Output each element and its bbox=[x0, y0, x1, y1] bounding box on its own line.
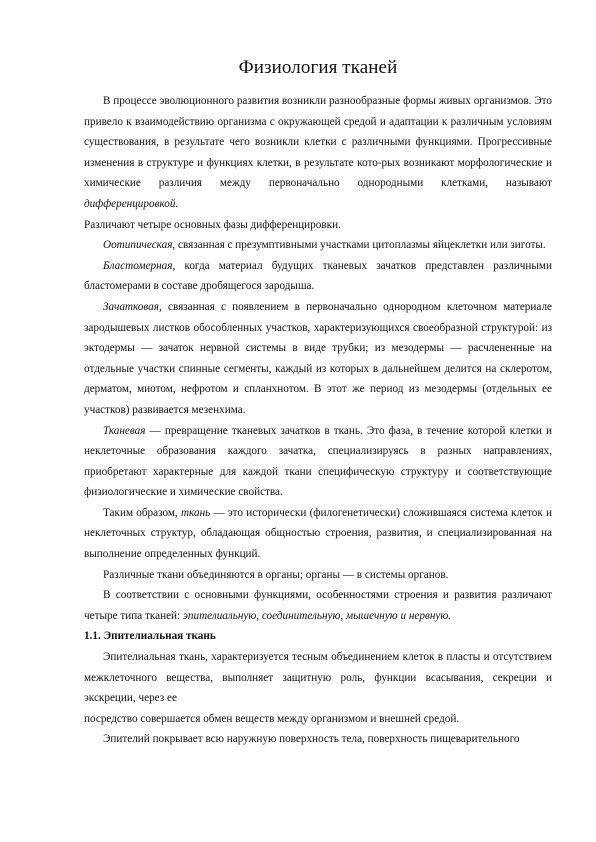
term-ootypic: Оотипическая, bbox=[103, 239, 176, 252]
term-tissue-types: эпителиальную, соединительную, мышечную и нервную. bbox=[182, 609, 452, 622]
paragraph-text: Таким образом, bbox=[103, 506, 181, 519]
paragraph-tissue-types bbox=[84, 585, 552, 626]
paragraph-ootypic bbox=[84, 235, 552, 256]
paragraph-organs: Различные ткани объединяются в органы; органы — в системы органов. bbox=[103, 568, 449, 581]
paragraph-tissue-phase bbox=[84, 421, 552, 503]
page-title: Физиология тканей bbox=[238, 57, 398, 78]
paragraph-text: когда материал будущих тканевых зачатков представлен различными бластомерами в составе дробящегося зародыша. bbox=[84, 259, 552, 293]
term-rudiment: Зачатковая, bbox=[103, 300, 162, 313]
paragraph-text: В процессе эволюционного развития возникли разнообразные формы живых организмов. Это привело к взаимодействию организма с окружающей средой и адаптации к различным условиям существования, в результате чего возникли клетки с различными функциями. Прогрессивные изменения в структуре и функциях клетки, в результате кото-рых возникают морфологические и химические различия между первоначально однородными клетками, называют bbox=[84, 95, 552, 190]
term-differentiation: дифференцировкой. bbox=[84, 197, 179, 210]
paragraph-text: связанная с презумптивными участками цитоплазмы яйцеклетки или зиготы. bbox=[175, 239, 546, 252]
paragraph-phases: Различают четыре основных фазы дифференцировки. bbox=[84, 218, 341, 231]
paragraph-blastomere bbox=[84, 256, 552, 297]
term-tissue-phase: Тканевая bbox=[103, 424, 146, 437]
paragraph-rudiment bbox=[84, 297, 552, 421]
paragraph-text: связанная с появлением в первоначально однородном клеточном материале зародышевых листков обособленных участков, характеризующихся своеобразной структурой: из эктодермы — зачаток нервной системы в виде трубки; из мезодермы — расчлененные на отдельные участки спинные сегменты, каждый из которых в дальнейшем делится на склеротом, дерматом, миотом, нефротом и спланхнотом. В этот же период из мезодермы (отдельных ее участков) развивается мезенхима. bbox=[84, 300, 552, 416]
paragraph-text: В соответствии с основными функциями, особенностями строения и развития различают четыре типа тканей: bbox=[84, 589, 552, 622]
section-heading: 1.1. Эпителиальная ткань bbox=[84, 630, 216, 643]
paragraph-text: — превращение тканевых зачатков в ткань. Это фаза, в течение которой клетки и неклеточные образования каждого зачатка, специализируясь в разных направлениях, приобретают характерные для каждой ткани специфическую структуру и соответствующие физиологические и химические свойства. bbox=[84, 424, 552, 499]
paragraph-intro bbox=[84, 91, 552, 215]
document-body bbox=[84, 91, 552, 750]
paragraph-tissue-definition bbox=[84, 503, 552, 565]
term-tissue: ткань bbox=[180, 506, 211, 519]
term-blastomere: Бластомерная, bbox=[103, 259, 176, 272]
paragraph-epithelium-cover: Эпителий покрывает всю наружную поверхность тела, поверхность пищеварительного bbox=[103, 733, 520, 746]
paragraph-epithelial: Эпителиальная ткань, характеризуется тесным объединением клеток в пласты и отсутствием межклеточного вещества, выполняет защитную роль, функции всасывания, секреции и экскреции, через ее bbox=[84, 651, 552, 705]
paragraph-text: — это исторически (филогенетически) сложившаяся система клеток и неклеточных структур, обладающая общностью строения, развития, и специализированная на выполнение определенных функций. bbox=[84, 506, 552, 561]
paragraph-exchange: посредство совершается обмен веществ между организмом и внешней средой. bbox=[84, 712, 460, 725]
